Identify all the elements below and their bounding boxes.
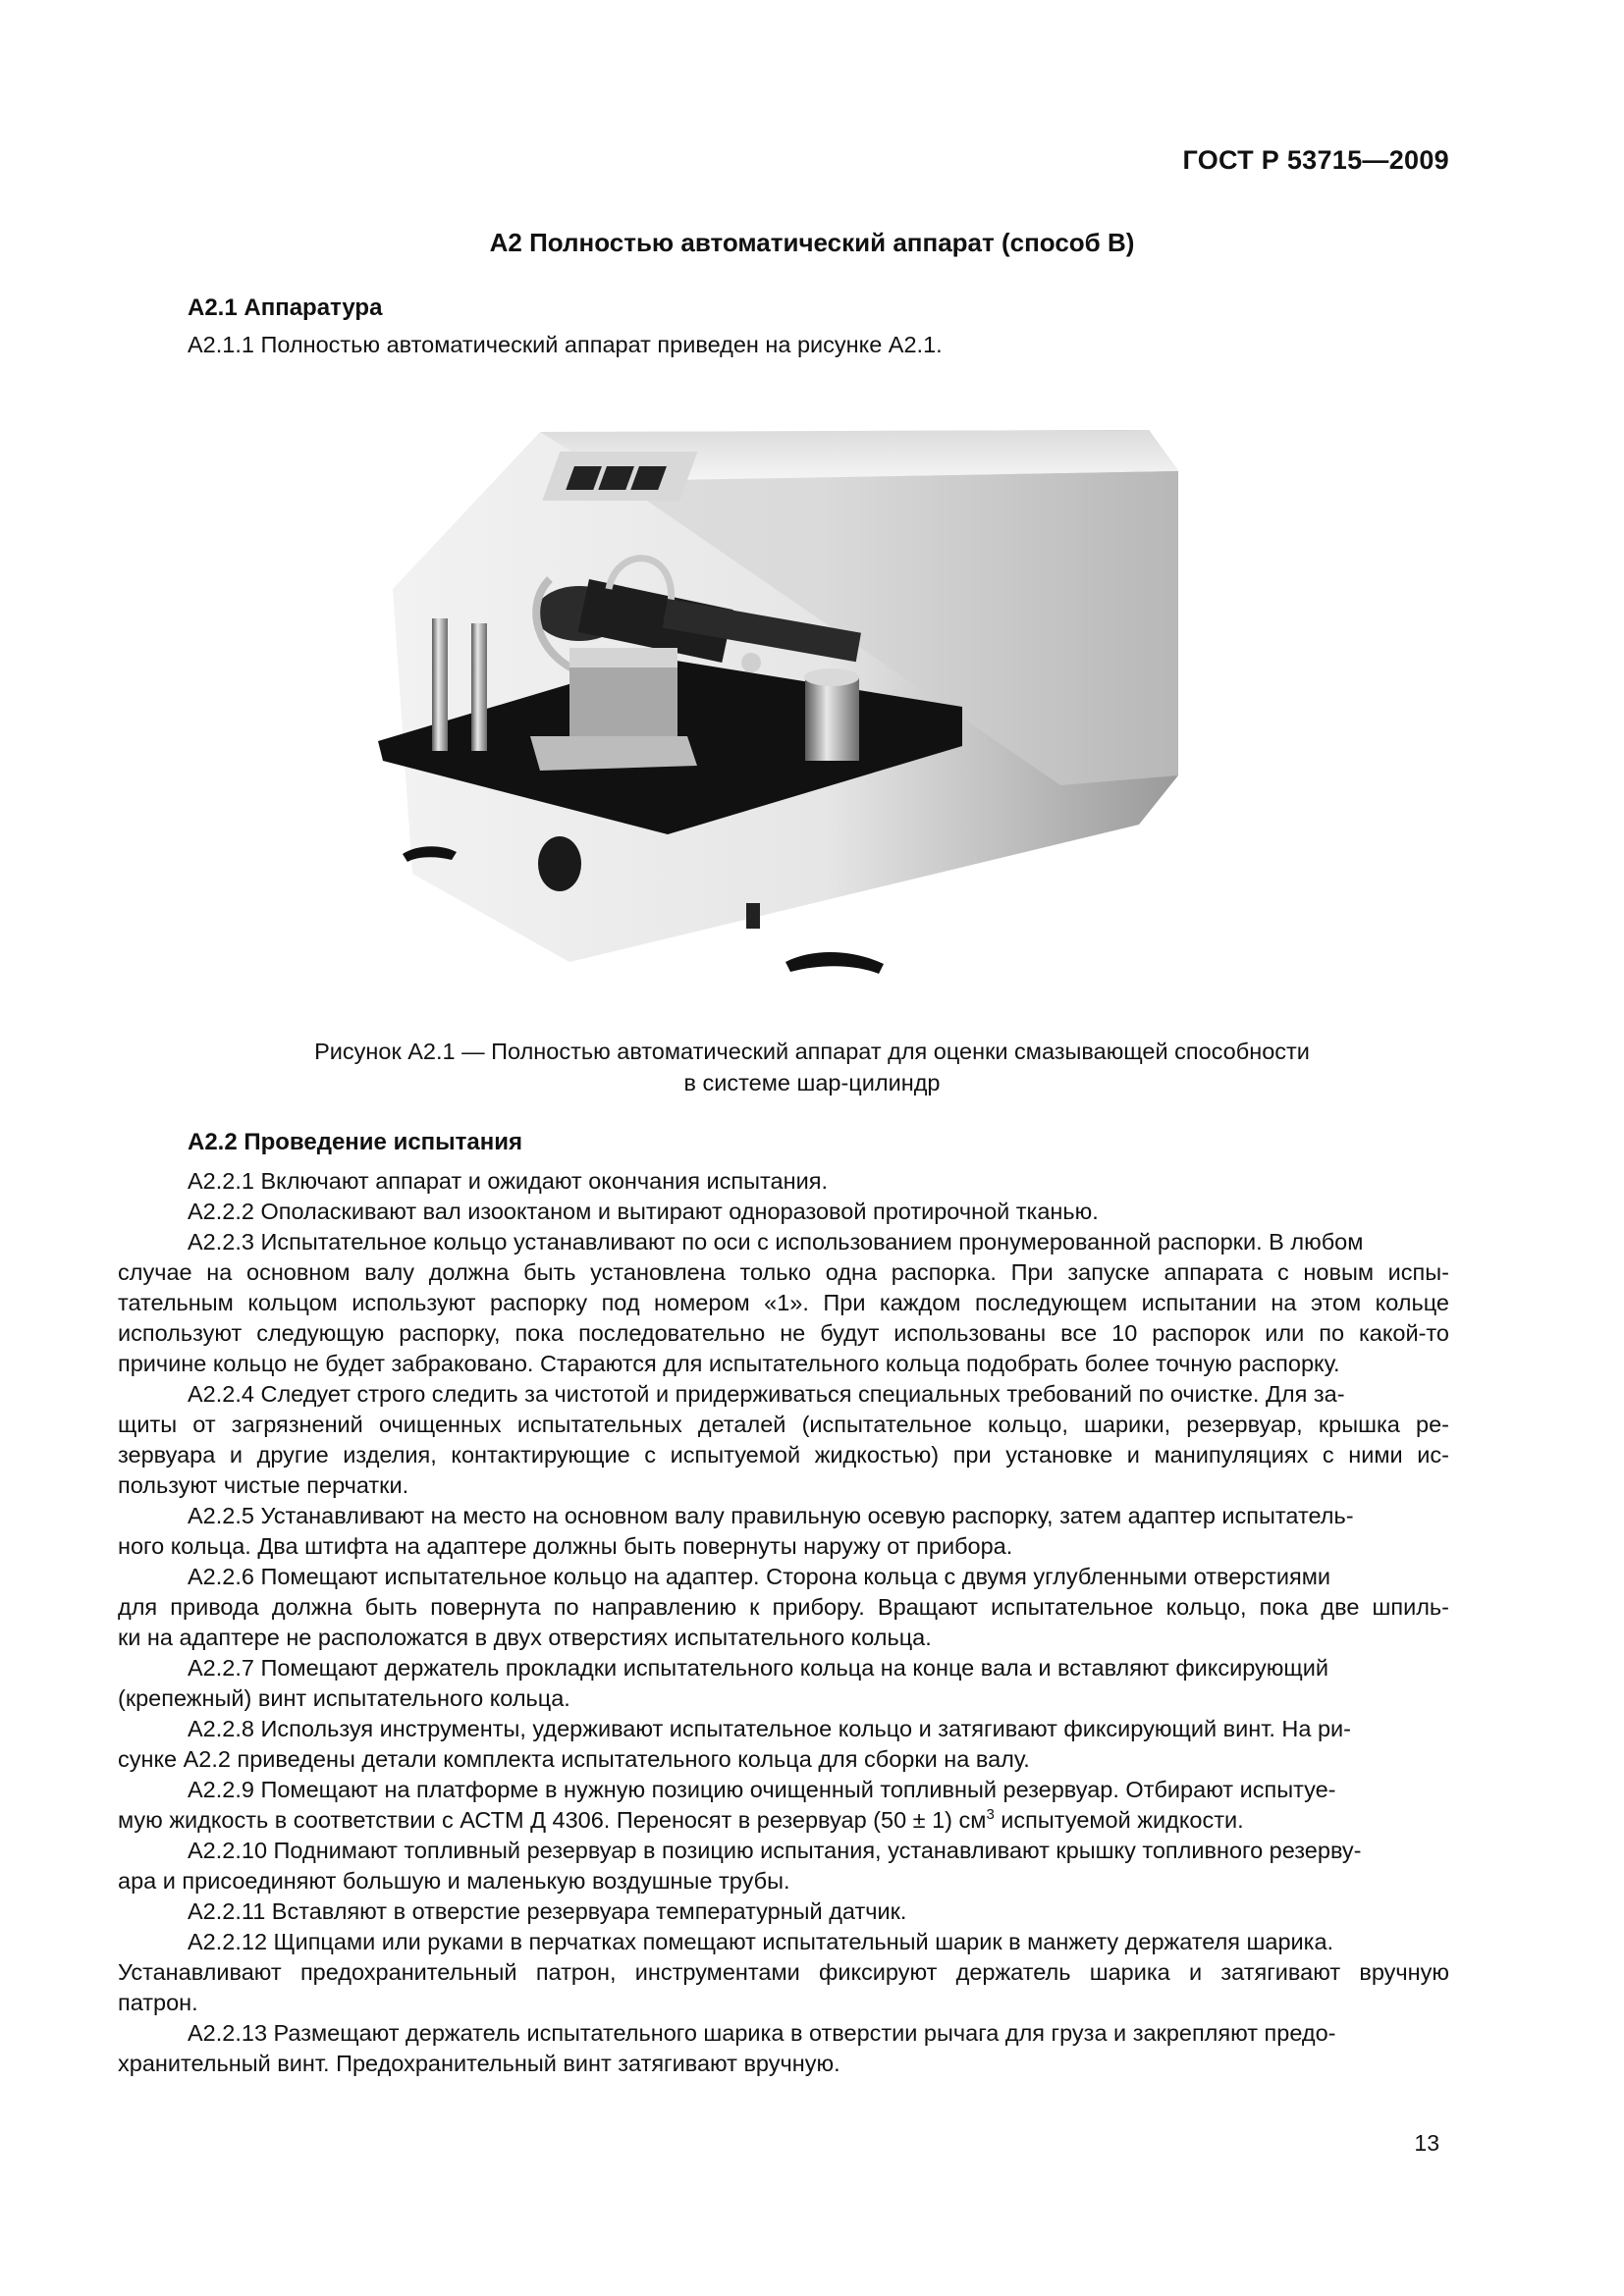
subsection-title-a22: А2.2 Проведение испытания [188,1129,523,1155]
text-line: причине кольцо не будет забраковано. Стараются для испытательного кольца подобрать более точную распорку. [118,1351,1340,1376]
text-line: патрон. [118,1990,198,2015]
text-line: А2.2.5 Устанавливают на место на основном валу правильную осевую распорку, затем адаптер испытатель- [188,1503,1354,1528]
text-line: А2.2.7 Помещают держатель прокладки испытательного кольца на конце вала и вставляют фиксирующий [188,1655,1328,1681]
subsection-title-a21: А2.1 Аппаратура [188,294,383,321]
text-line: А2.2.1 Включают аппарат и ожидают окончания испытания. [188,1168,828,1194]
text-line: Устанавливают предохранительный патрон, инструментами фиксируют держатель шарика и затягивают вручную [118,1959,1449,1985]
text-line: для привода должна быть повернута по направлению к прибору. Вращают испытательное кольцо, пока две шпиль- [118,1594,1449,1620]
text-line [118,1805,1244,1835]
text-line: А2.2.12 Щипцами или руками в перчатках помещают испытательный шарик в манжету держателя шарика. [188,1929,1334,1954]
figure-caption-line-1: Рисунок А2.1 — Полностью автоматический аппарат для оценки смазывающей способности [314,1039,1310,1064]
text-line: ки на адаптере не расположатся в двух отверстиях испытательного кольца. [118,1625,932,1650]
text-line: А2.2.3 Испытательное кольцо устанавливают по оси с использованием пронумерованной распорки. В любом [188,1229,1364,1255]
text-line: ара и присоединяют большую и маленькую воздушные трубы. [118,1868,790,1894]
text-line: А2.2.8 Используя инструменты, удерживают испытательное кольцо и затягивают фиксирующий винт. На ри- [188,1716,1352,1741]
text-line: случае на основном валу должна быть установлена только одна распорка. При запуске аппарата с новым испы- [118,1259,1449,1285]
paragraph-a211: А2.1.1 Полностью автоматический аппарат приведен на рисунке А2.1. [188,332,943,357]
text-line: ного кольца. Два штифта на адаптере должны быть повернуты наружу от прибора. [118,1533,1013,1559]
document-id: ГОСТ Р 53715—2009 [1182,145,1449,175]
text-line: тательным кольцом используют распорку под номером «1». При каждом последующем испытании на этом кольце [118,1290,1449,1315]
superscript: 3 [986,1806,995,1824]
text-line: щиты от загрязнений очищенных испытательных деталей (испытательное кольцо, шарики, резервуар, крышка ре- [118,1412,1449,1437]
text-line: хранительный винт. Предохранительный винт затягивают вручную. [118,2051,840,2076]
text-line: А2.2.11 Вставляют в отверстие резервуара температурный датчик. [188,1898,907,1924]
control-panel [542,452,697,501]
figure-caption-line-2: в системе шар-цилиндр [683,1070,941,1095]
text-fragment: мую жидкость в соответствии с АСТМ Д 4306. Переносят в резервуар (50 ± 1) см [118,1807,987,1833]
text-line: А2.2.9 Помещают на платформе в нужную позицию очищенный топливный резервуар. Отбирают испытуе- [188,1777,1336,1802]
section-title: А2 Полностью автоматический аппарат (способ В) [489,228,1135,257]
text-line: сунке А2.2 приведены детали комплекта испытательного кольца для сборки на валу. [118,1746,1030,1772]
text-line: (крепежный) винт испытательного кольца. [118,1685,570,1711]
text-line: А2.2.13 Размещают держатель испытательного шарика в отверстии рычага для груза и закрепляют предо- [188,2020,1336,2046]
text-line: А2.2.2 Ополаскивают вал изооктаном и вытирают одноразовой протирочной тканью. [188,1199,1099,1224]
text-line: используют следующую распорку, пока последовательно не будут использованы все 10 распорок или по какой-то [118,1320,1449,1346]
text-line: А2.2.6 Помещают испытательное кольцо на адаптер. Сторона кольца с двумя углубленными отверстиями [188,1564,1331,1589]
apparatus-photo [373,412,1188,1001]
text-line: А2.2.10 Поднимают топливный резервуар в позицию испытания, устанавливают крышку топливного резерву- [188,1838,1362,1863]
text-line: А2.2.4 Следует строго следить за чистотой и придерживаться специальных требований по очистке. Для за- [188,1381,1345,1407]
text-fragment: испытуемой жидкости. [994,1807,1244,1833]
page-number: 13 [1414,2130,1439,2156]
text-line: пользуют чистые перчатки. [118,1472,409,1498]
text-line: зервуара и другие изделия, контактирующие с испытуемой жидкостью) при установке и манипуляциях с ними ис- [118,1442,1449,1468]
